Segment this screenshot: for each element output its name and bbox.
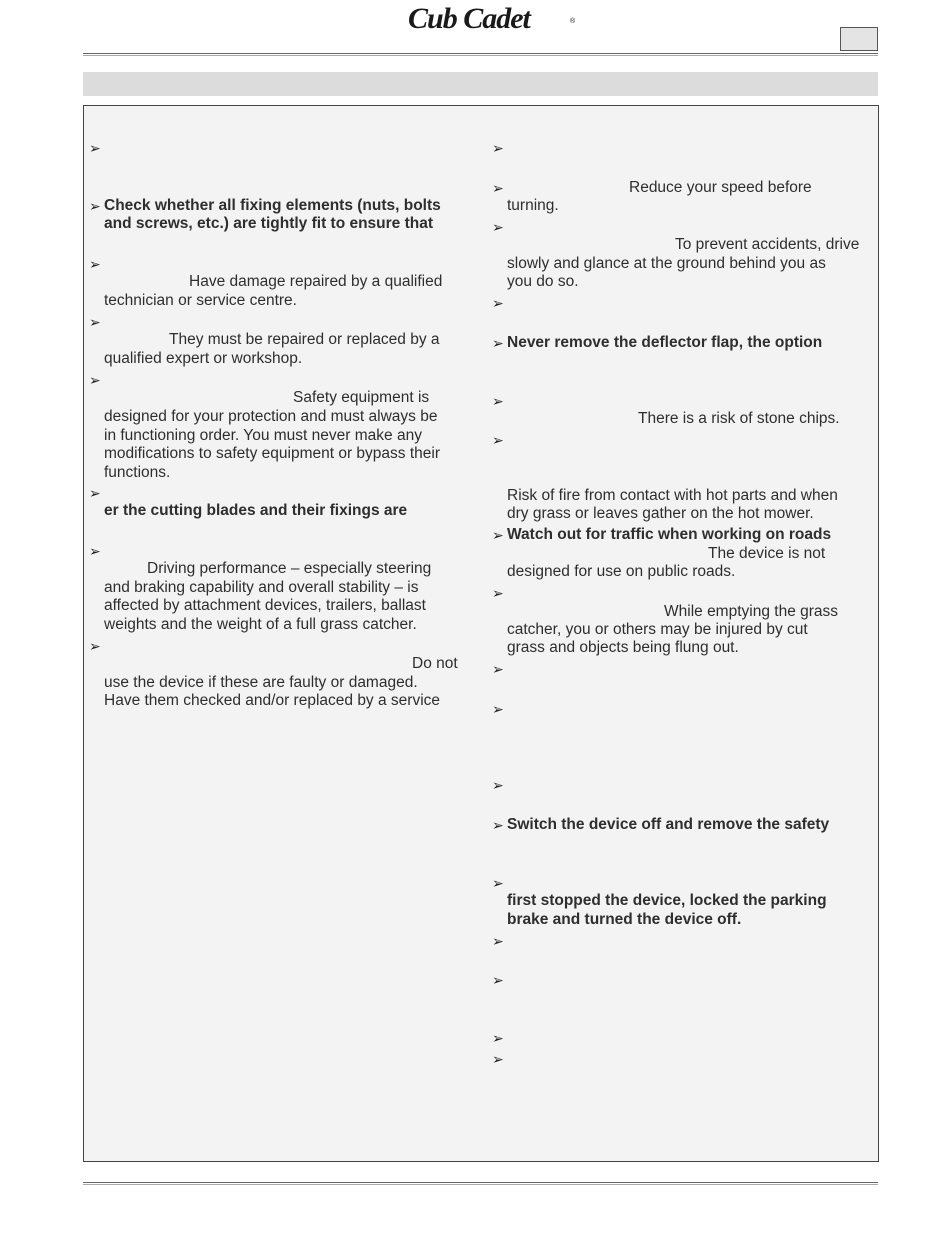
bullet-icon: ➢ [492,934,504,950]
text-line: Never remove the deflector flap, the option [507,334,823,351]
text-line: designed for use on public roads. [507,563,736,580]
text-line: Reduce your speed before [629,179,812,196]
text-line: you do so. [507,273,579,290]
text-line: and screws, etc.) are tightly fit to ensure that [104,215,434,232]
bullet-icon: ➢ [89,486,101,502]
text-line: modifications to safety equipment or bypass their [104,445,441,462]
bullet-icon: ➢ [89,639,101,655]
page-number-box [840,27,878,51]
header-rule [83,53,878,56]
text-line: While emptying the grass [664,603,839,620]
text-line: Have damage repaired by a qualified [189,273,443,290]
text-line: brake and turned the device off. [507,911,742,928]
text-line: catcher, you or others may be injured by cut [507,621,808,638]
bullet-icon: ➢ [492,1031,504,1047]
registered-mark: ® [570,18,576,25]
bullet-icon: ➢ [492,778,504,794]
text-line: use the device if these are faulty or damaged. [104,674,418,691]
bullet-icon: ➢ [89,373,101,389]
text-line: There is a risk of stone chips. [638,410,840,427]
bullet-icon: ➢ [89,544,101,560]
text-line: qualified expert or workshop. [104,350,303,367]
text-line: designed for your protection and must always be [104,408,438,425]
text-line: functions. [104,464,171,481]
text-line: The device is not [708,545,826,562]
text-line: Risk of fire from contact with hot parts and when [507,487,838,504]
section-title-band [83,72,878,96]
bullet-icon: ➢ [492,220,504,236]
text-line: first stopped the device, locked the parking [507,892,827,909]
bullet-icon: ➢ [492,876,504,892]
bullet-icon: ➢ [89,141,101,157]
text-line: slowly and glance at the ground behind you as [507,255,826,272]
bullet-icon: ➢ [492,528,504,544]
text-line: Watch out for traffic when working on roads [507,526,832,543]
text-line: and braking capability and overall stability – is [104,579,419,596]
cub-cadet-logo [408,2,578,36]
bullet-icon: ➢ [492,586,504,602]
text-line: Have them checked and/or replaced by a service [104,692,441,709]
bullet-icon: ➢ [492,296,504,312]
bullet-icon: ➢ [492,818,504,834]
text-line: They must be repaired or replaced by a [169,331,440,348]
text-line: Safety equipment is [293,389,430,406]
text-line: grass and objects being flung out. [507,639,739,656]
text-line: in functioning order. You must never make any [104,427,422,444]
bullet-icon: ➢ [89,257,101,273]
text-line: technician or service centre. [104,292,297,309]
bullet-icon: ➢ [492,181,504,197]
text-line: Switch the device off and remove the safety [507,816,830,833]
text-line: Driving performance – especially steering [147,560,432,577]
bullet-icon: ➢ [492,973,504,989]
bullet-icon: ➢ [492,141,504,157]
text-line: er the cutting blades and their fixings are [104,502,408,519]
text-line: Check whether all fixing elements (nuts, bolts [104,197,441,214]
bullet-icon: ➢ [492,1052,504,1068]
bullet-icon: ➢ [492,433,504,449]
bullet-icon: ➢ [89,315,101,331]
text-line: Do not [412,655,458,672]
bullet-icon: ➢ [492,394,504,410]
text-line: turning. [507,197,559,214]
text-line: dry grass or leaves gather on the hot mower. [507,505,814,522]
text-line: affected by attachment devices, trailers, ballast [104,597,426,614]
text-line: To prevent accidents, drive [675,236,860,253]
footer-rule [83,1182,878,1185]
bullet-icon: ➢ [492,662,504,678]
bullet-icon: ➢ [492,336,504,352]
text-line: weights and the weight of a full grass catcher. [104,616,417,633]
brand-name: Cub Cadet [408,2,530,35]
bullet-icon: ➢ [492,702,504,718]
bullet-icon: ➢ [89,199,101,215]
